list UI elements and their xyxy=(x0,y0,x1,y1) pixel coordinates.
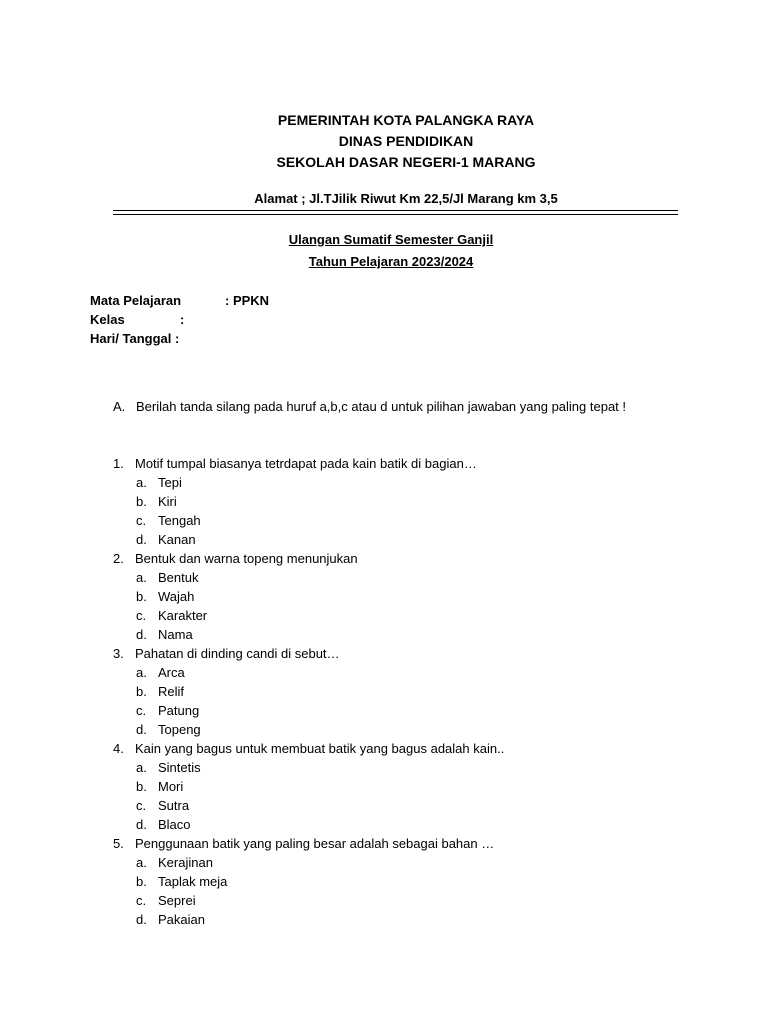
header-school: SEKOLAH DASAR NEGERI-1 MARANG xyxy=(276,154,536,170)
question-text: Pahatan di dinding candi di sebut… xyxy=(135,646,340,661)
question-text: Kain yang bagus untuk membuat batik yang bagus adalah kain.. xyxy=(135,741,505,756)
option-letter: d. xyxy=(136,722,147,737)
option-letter: c. xyxy=(136,703,147,718)
section-marker: A. xyxy=(113,399,126,414)
class-label: Kelas xyxy=(90,312,125,327)
section-instruction: Berilah tanda silang pada huruf a,b,c atau d untuk pilihan jawaban yang paling tepat ! xyxy=(136,399,627,414)
option-letter: b. xyxy=(136,494,147,509)
exam-title: Ulangan Sumatif Semester Ganjil xyxy=(288,232,494,247)
option-text: Topeng xyxy=(158,722,201,737)
class-colon: : xyxy=(180,312,185,327)
option-letter: c. xyxy=(136,893,147,908)
option-text: Sutra xyxy=(158,798,190,813)
header-government: PEMERINTAH KOTA PALANGKA RAYA xyxy=(277,112,535,128)
option-text: Pakaian xyxy=(158,912,205,927)
option-text: Relif xyxy=(158,684,185,699)
option-text: Mori xyxy=(158,779,184,794)
option-letter: d. xyxy=(136,817,147,832)
option-letter: c. xyxy=(136,798,147,813)
option-text: Karakter xyxy=(158,608,208,623)
option-letter: b. xyxy=(136,684,147,699)
option-text: Patung xyxy=(158,703,200,718)
option-letter: a. xyxy=(136,665,147,680)
option-text: Tepi xyxy=(158,475,182,490)
option-letter: b. xyxy=(136,779,147,794)
header-department: DINAS PENDIDIKAN xyxy=(338,133,474,149)
option-text: Tengah xyxy=(158,513,201,528)
option-text: Bentuk xyxy=(158,570,199,585)
option-text: Kanan xyxy=(158,532,196,547)
question-number: 4. xyxy=(113,741,124,756)
option-text: Blaco xyxy=(158,817,191,832)
option-letter: c. xyxy=(136,608,147,623)
option-text: Taplak meja xyxy=(158,874,228,889)
question-number: 1. xyxy=(113,456,124,471)
subject-value: : PPKN xyxy=(225,293,270,308)
question-number: 3. xyxy=(113,646,124,661)
option-text: Nama xyxy=(158,627,193,642)
question-text: Penggunaan batik yang paling besar adalah sebagai bahan … xyxy=(135,836,495,851)
option-text: Sintetis xyxy=(158,760,201,775)
option-letter: a. xyxy=(136,570,147,585)
option-letter: a. xyxy=(136,855,147,870)
subject-label: Mata Pelajaran xyxy=(90,293,182,308)
option-letter: c. xyxy=(136,513,147,528)
option-text: Wajah xyxy=(158,589,195,604)
option-text: Kiri xyxy=(158,494,177,509)
exam-year: Tahun Pelajaran 2023/2024 xyxy=(308,254,474,269)
question-number: 2. xyxy=(113,551,124,566)
option-letter: d. xyxy=(136,532,147,547)
option-letter: a. xyxy=(136,475,147,490)
option-text: Seprei xyxy=(158,893,196,908)
question-text: Motif tumpal biasanya tetrdapat pada kain batik di bagian… xyxy=(135,456,477,471)
option-text: Arca xyxy=(158,665,185,680)
option-text: Kerajinan xyxy=(158,855,213,870)
header-address: Alamat ; Jl.TJilik Riwut Km 22,5/Jl Marang km 3,5 xyxy=(254,191,558,206)
option-letter: d. xyxy=(136,627,147,642)
option-letter: b. xyxy=(136,874,147,889)
option-letter: d. xyxy=(136,912,147,927)
question-text: Bentuk dan warna topeng menunjukan xyxy=(135,551,358,566)
question-number: 5. xyxy=(113,836,124,851)
option-letter: a. xyxy=(136,760,147,775)
option-letter: b. xyxy=(136,589,147,604)
date-label: Hari/ Tanggal : xyxy=(90,331,180,346)
header-divider-bottom xyxy=(113,214,678,215)
header-divider-top xyxy=(113,210,678,211)
